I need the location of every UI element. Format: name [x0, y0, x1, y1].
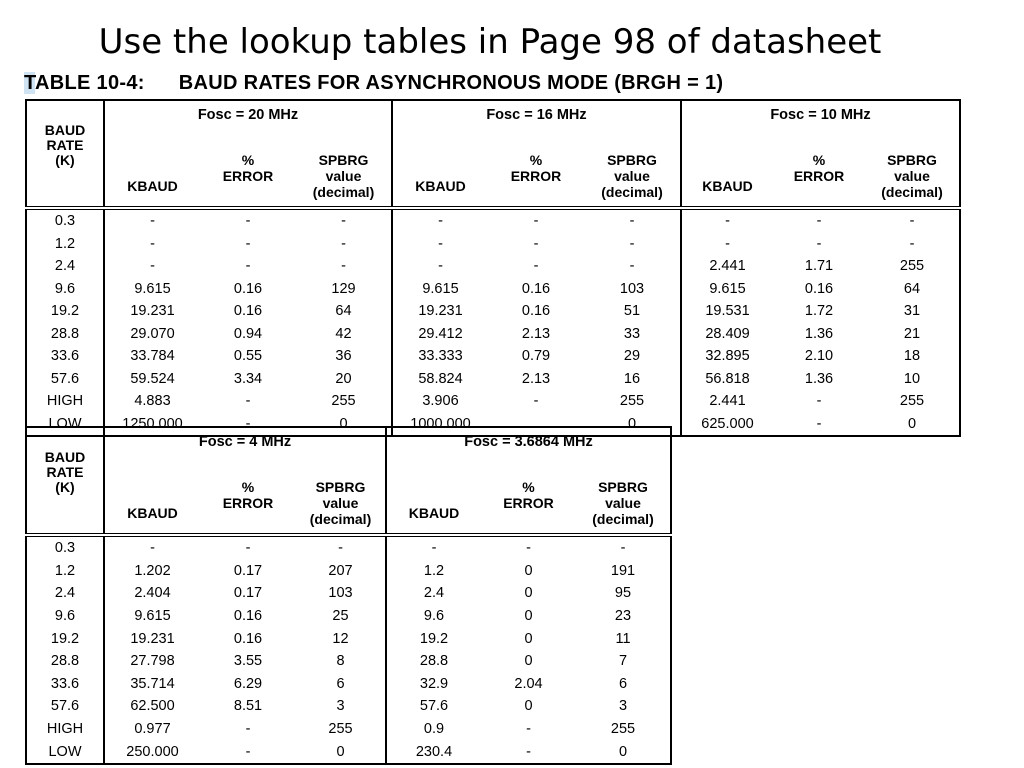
spbrg-header-line: (decimal) — [881, 184, 943, 200]
table-row — [26, 605, 671, 628]
spbrg-cell: 207 — [296, 560, 386, 583]
kbaud-header: KBAUD — [681, 129, 773, 208]
error-cell: 1.36 — [804, 370, 834, 387]
kbaud-cell: - — [438, 213, 443, 230]
kbaud-cell: 29.070 — [130, 325, 175, 342]
kbaud-cell: 2.404 — [134, 585, 171, 602]
error-cell: - — [200, 413, 296, 437]
error-cell: 1.71 — [804, 258, 834, 275]
error-header-line: ERROR — [793, 167, 845, 184]
table-row — [26, 627, 671, 650]
kbaud-cell: 32.895 — [705, 348, 750, 365]
header-column-row — [26, 129, 960, 208]
fosc-group-header: Fosc = 16 MHz — [392, 100, 681, 129]
table-row — [26, 278, 960, 301]
kbaud-cell: 19.231 — [130, 303, 175, 320]
table-row — [26, 368, 960, 391]
slide-title: Use the lookup tables in Page 98 of datasheet — [98, 22, 882, 62]
spbrg-header-line: SPBRG — [318, 152, 369, 168]
baud-rate-cell: 0.3 — [26, 208, 104, 233]
spbrg-cell: 0 — [865, 413, 960, 437]
baud-rate-cell: 0.3 — [26, 535, 104, 560]
table-row — [26, 673, 671, 696]
baud-rate-cell: 9.6 — [26, 278, 104, 301]
kbaud-cell: 3.906 — [422, 393, 459, 410]
kbaud-cell: 19.231 — [130, 630, 175, 647]
spbrg-cell: 255 — [584, 390, 681, 413]
spbrg-header — [584, 129, 681, 208]
table-row — [26, 582, 671, 605]
spbrg-cell: 21 — [865, 323, 960, 346]
spbrg-header-line: (decimal) — [309, 511, 372, 527]
kbaud-header: KBAUD — [386, 456, 481, 535]
table-row — [26, 390, 960, 413]
spbrg-cell: 20 — [296, 368, 392, 391]
error-cell: 0.16 — [233, 280, 263, 297]
table-row — [26, 695, 671, 718]
spbrg-cell: 6 — [296, 673, 386, 696]
kbaud-cell: 28.8 — [419, 653, 449, 670]
spbrg-cell: 23 — [576, 605, 671, 628]
spbrg-header-line: value — [894, 168, 930, 184]
kbaud-cell: 9.615 — [422, 280, 459, 297]
error-header-line: ERROR — [222, 494, 274, 511]
spbrg-cell: 42 — [296, 323, 392, 346]
kbaud-cell: 62.500 — [130, 698, 175, 715]
kbaud-cell: 33.333 — [418, 348, 463, 365]
spbrg-header-line: SPBRG — [887, 152, 937, 168]
table-row — [26, 345, 960, 368]
spbrg-cell: - — [296, 208, 392, 233]
error-cell: - — [245, 258, 251, 275]
error-header-line: % — [522, 478, 535, 495]
error-header-line: % — [241, 151, 255, 168]
baud-rate-table-2 — [25, 426, 672, 765]
kbaud-cell: 4.883 — [134, 393, 171, 410]
kbaud-cell: 1000.000 — [392, 413, 488, 437]
spbrg-header — [296, 129, 392, 208]
baud-rate-cell: 28.8 — [26, 650, 104, 673]
kbaud-cell: 35.714 — [130, 675, 175, 692]
kbaud-cell: 58.824 — [418, 370, 463, 387]
error-cell: - — [245, 235, 251, 252]
spbrg-cell: 0 — [584, 413, 681, 437]
spbrg-cell: 31 — [865, 300, 960, 323]
kbaud-cell: - — [150, 235, 155, 252]
kbaud-cell: 2.441 — [709, 393, 746, 410]
spbrg-cell: 3 — [576, 695, 671, 718]
baud-rate-cell: 33.6 — [26, 345, 104, 368]
kbaud-cell: - — [150, 258, 155, 275]
baud-rate-cell: 2.4 — [26, 582, 104, 605]
error-cell: 3.34 — [233, 370, 263, 387]
spbrg-cell: - — [584, 233, 681, 256]
error-cell: 1.72 — [804, 303, 834, 320]
kbaud-header: KBAUD — [392, 129, 488, 208]
kbaud-cell: 32.9 — [419, 675, 449, 692]
spbrg-cell: 11 — [576, 627, 671, 650]
kbaud-cell: 9.6 — [423, 608, 445, 625]
spbrg-cell: 255 — [865, 255, 960, 278]
baud-rate-cell: 57.6 — [26, 695, 104, 718]
spbrg-cell: 255 — [576, 718, 671, 741]
spbrg-header-line: (decimal) — [592, 511, 654, 527]
table-row — [26, 535, 671, 560]
table-row — [26, 323, 960, 346]
baud-rate-header-line: RATE — [46, 464, 84, 480]
error-cell: 2.13 — [521, 370, 551, 387]
error-cell: - — [533, 213, 539, 230]
table-number — [24, 72, 145, 94]
baud-rate-cell: HIGH — [26, 390, 104, 413]
error-cell: 2.10 — [804, 348, 834, 365]
spbrg-cell: - — [584, 208, 681, 233]
baud-rate-header-line: (K) — [55, 479, 75, 495]
kbaud-cell: 1.202 — [134, 562, 171, 579]
kbaud-cell: 27.798 — [130, 653, 175, 670]
table-row — [26, 300, 960, 323]
error-header — [773, 129, 865, 208]
baud-rate-cell: 1.2 — [26, 560, 104, 583]
table-row — [26, 718, 671, 741]
error-cell: - — [245, 540, 251, 557]
baud-rate-cell: 28.8 — [26, 323, 104, 346]
error-cell: 0 — [524, 698, 533, 715]
error-cell: 2.04 — [514, 675, 543, 692]
error-header-line: ERROR — [510, 167, 562, 184]
spbrg-cell: 18 — [865, 345, 960, 368]
kbaud-cell: 9.615 — [709, 280, 746, 297]
error-cell: 0.16 — [521, 280, 551, 297]
baud-rate-cell: 9.6 — [26, 605, 104, 628]
baud-rate-header — [26, 427, 104, 535]
fosc-group-header: Fosc = 4 MHz — [104, 427, 386, 456]
table-number-rest: ABLE 10-4: — [35, 72, 145, 94]
kbaud-header: KBAUD — [104, 456, 200, 535]
kbaud-cell: 28.409 — [705, 325, 750, 342]
baud-rate-table-1 — [25, 99, 961, 437]
error-cell: - — [526, 721, 531, 738]
kbaud-cell: 0.977 — [134, 721, 171, 738]
error-cell: 0 — [524, 585, 533, 602]
baud-rate-cell: 1.2 — [26, 233, 104, 256]
kbaud-cell: - — [725, 235, 730, 252]
error-header-line: ERROR — [222, 167, 274, 184]
error-cell: 0.17 — [233, 585, 263, 602]
error-cell: 0 — [524, 630, 533, 647]
baud-rate-header — [26, 100, 104, 208]
spbrg-cell: 64 — [296, 300, 392, 323]
kbaud-cell: - — [431, 540, 437, 557]
baud-rate-header-line: BAUD — [44, 122, 86, 138]
highlight-mark: T — [24, 72, 36, 94]
spbrg-header — [576, 456, 671, 535]
error-cell: 0.16 — [521, 303, 551, 320]
spbrg-cell: 0 — [296, 413, 392, 437]
kbaud-cell: 9.615 — [134, 280, 171, 297]
spbrg-cell: 6 — [576, 673, 671, 696]
error-cell: 2.13 — [521, 325, 551, 342]
header-column-row — [26, 456, 671, 535]
table-row — [26, 740, 671, 764]
spbrg-header-line: value — [325, 168, 362, 184]
spbrg-cell: 95 — [576, 582, 671, 605]
kbaud-cell: 1250.000 — [104, 413, 200, 437]
fosc-group-header: Fosc = 3.6864 MHz — [386, 427, 671, 456]
spbrg-cell: 51 — [584, 300, 681, 323]
spbrg-cell: 29 — [584, 345, 681, 368]
spbrg-cell: 0 — [576, 740, 671, 764]
error-cell: - — [533, 393, 539, 410]
fosc-group-header: Fosc = 20 MHz — [104, 100, 392, 129]
error-cell: - — [481, 740, 576, 764]
spbrg-cell: 10 — [865, 368, 960, 391]
spbrg-header-line: (decimal) — [312, 184, 375, 200]
error-cell: - — [816, 213, 822, 230]
spbrg-header — [865, 129, 960, 208]
error-cell: 8.51 — [233, 698, 263, 715]
header-group-row — [26, 427, 671, 456]
baud-rate-cell: LOW — [26, 413, 104, 437]
spbrg-cell: 8 — [296, 650, 386, 673]
baud-rate-cell: 2.4 — [26, 255, 104, 278]
baud-rate-header-line: (K) — [55, 152, 75, 168]
error-cell: 0 — [524, 653, 533, 670]
error-cell: 0.16 — [804, 280, 834, 297]
spbrg-cell: - — [296, 233, 392, 256]
spbrg-cell: - — [296, 255, 392, 278]
error-cell: - — [533, 235, 539, 252]
error-cell: 0 — [524, 562, 533, 579]
kbaud-cell: 19.2 — [419, 630, 449, 647]
kbaud-cell: 250.000 — [104, 740, 200, 764]
error-cell: 0.79 — [521, 348, 551, 365]
error-cell: - — [773, 413, 865, 437]
kbaud-cell: 0.9 — [423, 721, 445, 738]
error-header — [200, 456, 296, 535]
baud-rate-cell: HIGH — [26, 718, 104, 741]
kbaud-cell: - — [438, 258, 443, 275]
spbrg-cell: 255 — [296, 390, 392, 413]
table-row — [26, 650, 671, 673]
spbrg-cell: 129 — [296, 278, 392, 301]
spbrg-cell: 103 — [584, 278, 681, 301]
spbrg-header — [296, 456, 386, 535]
spbrg-cell: 3 — [296, 695, 386, 718]
error-header-line: % — [529, 151, 543, 168]
kbaud-cell: 230.4 — [386, 740, 481, 764]
spbrg-cell: 0 — [296, 740, 386, 764]
spbrg-header-line: (decimal) — [601, 184, 663, 200]
spbrg-cell: 25 — [296, 605, 386, 628]
spbrg-cell: 7 — [576, 650, 671, 673]
error-cell: - — [526, 540, 531, 557]
kbaud-cell: 2.441 — [709, 258, 746, 275]
error-cell: - — [816, 235, 822, 252]
kbaud-cell: 2.4 — [423, 585, 445, 602]
kbaud-cell: - — [150, 540, 155, 557]
error-header-line: % — [812, 151, 826, 168]
table-heading: BAUD RATES FOR ASYNCHRONOUS MODE (BRGH = 1) — [178, 72, 724, 94]
kbaud-cell: 33.784 — [130, 348, 175, 365]
kbaud-header: KBAUD — [104, 129, 200, 208]
spbrg-cell: 33 — [584, 323, 681, 346]
spbrg-header-line: value — [605, 495, 641, 511]
kbaud-cell: 57.6 — [419, 698, 449, 715]
kbaud-cell: 1.2 — [423, 562, 445, 579]
error-cell: 6.29 — [233, 675, 263, 692]
spbrg-cell: 36 — [296, 345, 392, 368]
error-cell: 0.16 — [233, 630, 263, 647]
error-header — [481, 456, 576, 535]
fosc-group-header: Fosc = 10 MHz — [681, 100, 960, 129]
kbaud-cell: - — [725, 213, 730, 230]
error-cell: - — [245, 393, 251, 410]
spbrg-cell: 12 — [296, 627, 386, 650]
spbrg-header-line: value — [322, 495, 359, 511]
error-header — [200, 129, 296, 208]
baud-rate-cell: 19.2 — [26, 627, 104, 650]
spbrg-header-line: SPBRG — [598, 479, 648, 495]
table-row — [26, 255, 960, 278]
header-group-row — [26, 100, 960, 129]
error-cell: - — [816, 393, 822, 410]
spbrg-cell: 103 — [296, 582, 386, 605]
kbaud-cell: 625.000 — [681, 413, 773, 437]
kbaud-cell: - — [150, 213, 155, 230]
baud-rate-header-line: RATE — [46, 137, 84, 153]
error-header — [488, 129, 584, 208]
spbrg-cell: 16 — [584, 368, 681, 391]
table-row — [26, 208, 960, 233]
baud-rate-header-line: BAUD — [44, 449, 86, 465]
error-cell: 0.16 — [233, 608, 263, 625]
error-cell: 3.55 — [233, 653, 263, 670]
error-cell: 0.17 — [233, 562, 263, 579]
error-cell: 0 — [524, 608, 533, 625]
error-cell: - — [245, 213, 251, 230]
baud-rate-cell: LOW — [26, 740, 104, 764]
spbrg-cell: - — [865, 208, 960, 233]
spbrg-cell: - — [584, 255, 681, 278]
error-cell: 0.55 — [233, 348, 263, 365]
kbaud-cell: 19.531 — [705, 303, 750, 320]
baud-rate-cell: 19.2 — [26, 300, 104, 323]
error-cell: - — [200, 740, 296, 764]
baud-rate-cell: 57.6 — [26, 368, 104, 391]
kbaud-cell: 29.412 — [418, 325, 463, 342]
baud-rate-cell: 33.6 — [26, 673, 104, 696]
spbrg-header-line: SPBRG — [607, 152, 657, 168]
error-cell: 1.36 — [804, 325, 834, 342]
kbaud-cell: - — [438, 235, 443, 252]
error-cell: 0.94 — [233, 325, 263, 342]
table-caption — [24, 72, 723, 95]
table-row — [26, 233, 960, 256]
error-header-line: ERROR — [503, 494, 554, 511]
spbrg-cell: 64 — [865, 278, 960, 301]
spbrg-cell: 255 — [865, 390, 960, 413]
spbrg-header-line: value — [614, 168, 650, 184]
spbrg-cell: 255 — [296, 718, 386, 741]
kbaud-cell: 9.615 — [134, 608, 171, 625]
spbrg-cell: - — [576, 535, 671, 560]
kbaud-cell: 19.231 — [418, 303, 463, 320]
kbaud-cell: 59.524 — [130, 370, 175, 387]
table-row — [26, 560, 671, 583]
error-cell: - — [245, 721, 251, 738]
kbaud-cell: 56.818 — [705, 370, 750, 387]
spbrg-cell: - — [296, 535, 386, 560]
error-cell: 0.16 — [233, 303, 263, 320]
error-cell: - — [533, 258, 539, 275]
error-header-line: % — [241, 478, 255, 495]
spbrg-cell: - — [865, 233, 960, 256]
spbrg-header-line: SPBRG — [315, 479, 366, 495]
spbrg-cell: 191 — [576, 560, 671, 583]
